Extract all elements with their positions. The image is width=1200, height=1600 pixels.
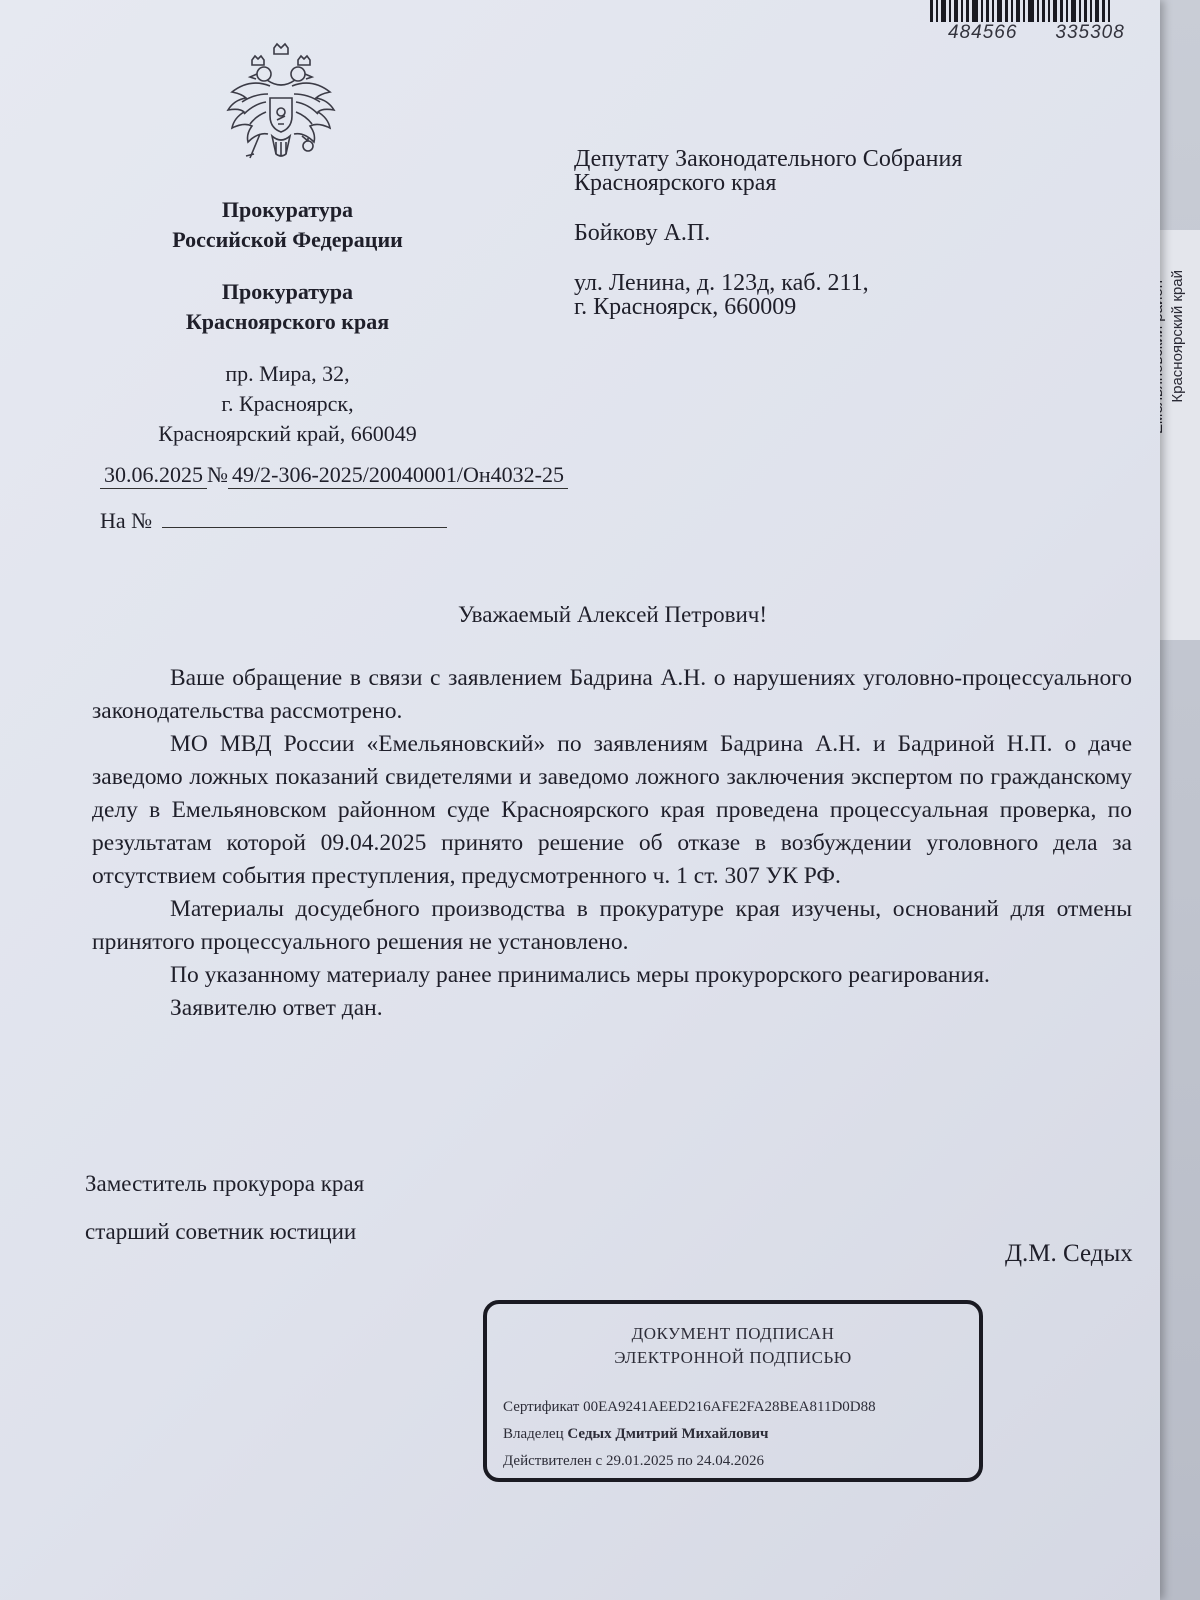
sender-org-line: Российской Федерации bbox=[172, 227, 403, 252]
stamp-header-line: ЭЛЕКТРОННОЙ ПОДПИСЬЮ bbox=[614, 1348, 852, 1367]
sender-address-line: Красноярский край, 660049 bbox=[158, 421, 417, 446]
body-paragraph: Заявителю ответ дан. bbox=[170, 995, 383, 1021]
coat-of-arms-emblem bbox=[222, 42, 340, 172]
stamp-owner-label: Владелец bbox=[503, 1426, 564, 1442]
recipient-address-line: ул. Ленина, д. 123д, каб. 211, bbox=[574, 270, 869, 296]
body-paragraph: Материалы досудебного производства в прокуратуре края изучены, оснований для отмены принятого процессуального решения не установлено. bbox=[92, 896, 1132, 955]
barcode-number: 335308 bbox=[1055, 22, 1125, 43]
sender-dept-line: Красноярского края bbox=[185, 309, 390, 334]
underlying-sheet-line: Красноярский край bbox=[1169, 270, 1186, 403]
sender-dept-line: Прокуратура bbox=[221, 279, 354, 304]
recipient-name: Бойкову А.П. bbox=[574, 220, 711, 246]
registration-number: 49/2-306-2025/20040001/Он4032-25 bbox=[228, 462, 568, 489]
recipient-title-line: Депутату Законодательного Собрания bbox=[574, 146, 963, 172]
stamp-validity-row bbox=[503, 1448, 979, 1475]
recipient-address-line: г. Красноярск, 660009 bbox=[574, 294, 797, 320]
stamp-certificate-label: Сертификат bbox=[503, 1399, 580, 1415]
reply-to-label: На № bbox=[100, 508, 153, 533]
body-paragraph: По указанному материалу ранее принимались меры прокурорского реагирования. bbox=[170, 962, 990, 988]
sender-address-line: пр. Мира, 32, bbox=[225, 361, 350, 386]
stamp-header-line: ДОКУМЕНТ ПОДПИСАН bbox=[631, 1324, 835, 1343]
reply-to-line bbox=[100, 508, 447, 534]
signer-position-line: старший советник юстиции bbox=[85, 1219, 357, 1244]
barcode bbox=[930, 0, 1150, 24]
registration-number-label: № bbox=[207, 462, 228, 487]
signer-name: Д.М. Седых bbox=[1005, 1240, 1133, 1267]
barcode-numbers bbox=[948, 22, 1163, 44]
sender-org-line: Прокуратура bbox=[221, 197, 354, 222]
stamp-certificate-value: 00EA9241AEED216AFE2FA28BEA811D0D88 bbox=[583, 1399, 876, 1415]
signer-position-line: Заместитель прокурора края bbox=[85, 1171, 365, 1196]
stamp-valid-to: 24.04.2026 bbox=[696, 1453, 764, 1469]
stamp-valid-label: Действителен с bbox=[503, 1453, 603, 1469]
letter-body bbox=[92, 662, 1132, 1025]
body-paragraph: МО МВД России «Емельяновский» по заявлениям Бадрина А.Н. и Бадриной Н.П. о даче заведомо ложных показаний свидетелями и заведомо ложного заключения экспертом по гражданскому делу в Емельяновском районном суде Красноярского края проведена процессуальная проверка, по результатам которой 09.04.2025 принято решение об отказе в возбуждении уголовного дела за отсутствием события преступления, предусмотренного ч. 1 ст. 307 УК РФ. bbox=[92, 731, 1132, 889]
signature-position bbox=[85, 1160, 364, 1256]
electronic-signature-stamp bbox=[483, 1300, 983, 1482]
stamp-valid-to-label: по bbox=[677, 1453, 693, 1469]
recipient-block bbox=[574, 147, 962, 319]
barcode-number: 484566 bbox=[948, 22, 1018, 43]
body-paragraph: Ваше обращение в связи с заявлением Бадрина А.Н. о нарушениях уголовно-процессуального законодательства рассмотрено. bbox=[92, 665, 1132, 724]
stamp-certificate-row bbox=[503, 1394, 979, 1421]
stamp-owner-value: Седых Дмитрий Михайлович bbox=[567, 1426, 769, 1442]
salutation: Уважаемый Алексей Петрович! bbox=[457, 602, 768, 627]
stamp-valid-from: 29.01.2025 bbox=[605, 1453, 674, 1469]
recipient-title-line: Красноярского края bbox=[574, 170, 777, 196]
reply-to-blank bbox=[162, 513, 447, 528]
registration-line bbox=[100, 462, 568, 489]
sender-address-line: г. Красноярск, bbox=[221, 391, 354, 416]
registration-date: 30.06.2025 bbox=[100, 462, 207, 489]
sender-block bbox=[120, 195, 455, 449]
stamp-owner-row bbox=[503, 1421, 979, 1448]
